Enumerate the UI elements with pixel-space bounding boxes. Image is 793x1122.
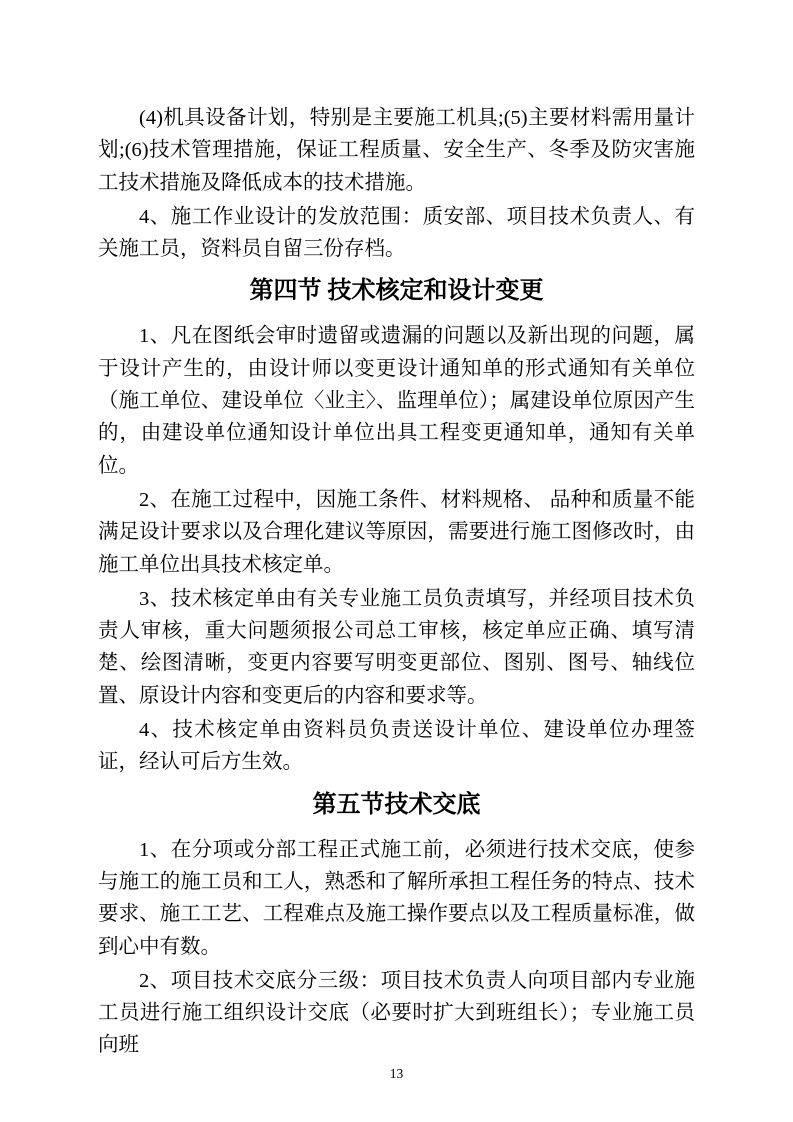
paragraph-design-change-2: 2、在施工过程中，因施工条件、材料规格、 品种和质量不能满足设计要求以及合理化建议等原因，需要进行施工图修改时，由施工单位出具技术核定单。 — [98, 488, 695, 576]
page-content — [98, 102, 695, 1064]
paragraph-design-change-3: 3、技术核定单由有关专业施工员负责填写，并经项目技术负责人审核，重大问题须报公司总工审核，核定单应正确、填写清楚、绘图清晰，变更内容要写明变更部位、图别、图号、轴线位置、原设计内容和变更后的内容和要求等。 — [98, 587, 695, 707]
paragraph-disclosure-2: 2、项目技术交底分三级：项目技术负责人向项目部内专业施工员进行施工组织设计交底（必要时扩大到班组长）；专业施工员向班 — [98, 969, 695, 1057]
paragraph-disclosure-1: 1、在分项或分部工程正式施工前，必须进行技术交底，使参与施工的施工员和工人，熟悉和了解所承担工程任务的特点、技术要求、施工工艺、工程难点及施工操作要点以及工程质量标准，做到心中有数。 — [98, 838, 695, 958]
paragraph-distribution-scope: 4、施工作业设计的发放范围：质安部、项目技术负责人、有关施工员，资料员自留三份存档。 — [98, 205, 695, 261]
section-heading-4: 第四节 技术核定和设计变更 — [249, 278, 544, 305]
paragraph-design-change-1: 1、凡在图纸会审时遗留或遗漏的问题以及新出现的问题，属于设计产生的，由设计师以变更设计通知单的形式通知有关单位（施工单位、建设单位〈业主〉、监理单位）；属建设单位原因产生的，由建设单位通知设计单位出具工程变更通知单，通知有关单位。 — [98, 325, 695, 477]
paragraph-design-change-4: 4、技术核定单由资料员负责送设计单位、建设单位办理签证，经认可后方生效。 — [98, 719, 695, 774]
paragraph-machinery-plan: (4)机具设备计划，特别是主要施工机具;(5)主要材料需用量计划;(6)技术管理措施，保证工程质量、安全生产、冬季及防灾害施工技术措施及降低成本的技术措施。 — [98, 107, 695, 194]
section-heading-5: 第五节技术交底 — [312, 791, 481, 818]
page-number: 13 — [389, 1066, 404, 1081]
